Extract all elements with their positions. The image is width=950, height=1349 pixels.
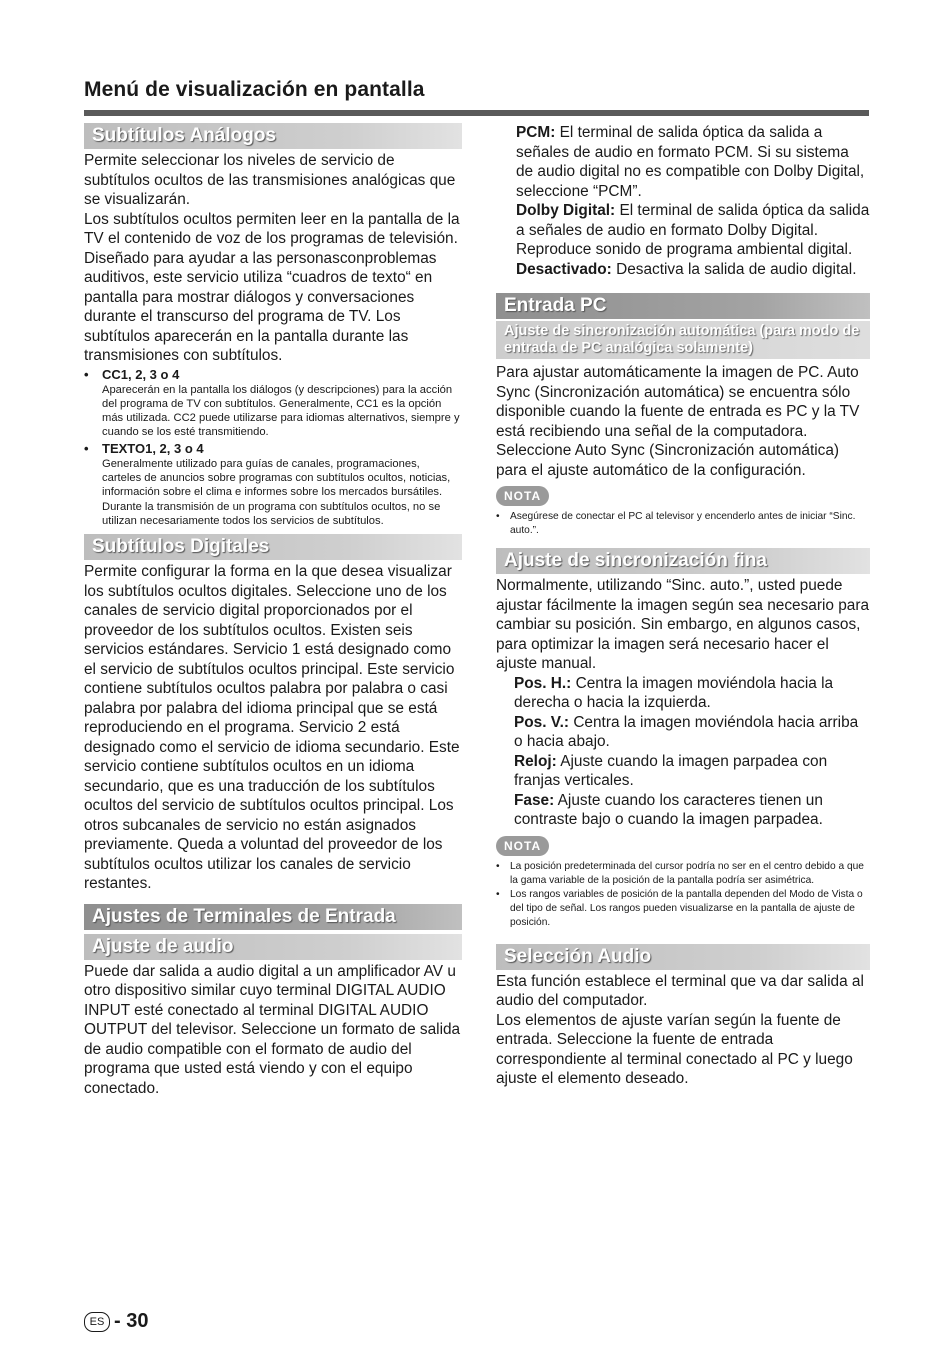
definition-term: Pos. V.: <box>514 713 570 731</box>
definition-term: Fase: <box>514 791 555 809</box>
paragraph: Normalmente, utilizando “Sinc. auto.”, usted puede ajustar fácilmente la imagen según sea necesario para cambiar su posición. Sin embargo, en algunos casos, para optimizar la imagen será necesario hacer el ajuste manual. <box>496 577 870 672</box>
definition-term: PCM: <box>516 124 556 141</box>
nota-badge: NOTA <box>496 836 549 856</box>
definition-text: Ajuste cuando los caracteres tienen un contraste bajo o cuando la imagen parpadea. <box>514 791 823 828</box>
paragraph: Los subtítulos ocultos permiten leer en la pantalla de la TV el contenido de voz de los programas de televisión. Diseñado para ayudar a las personasconproblemas auditivos, este servicio utiliza “cuadros de texto“ en pantalla para mostrar diálogos y conversaciones durante el transcurso del programa de TV. Los subtítulos aparecerán en la pantalla durante las transmisiones con subtítulos. <box>84 210 460 364</box>
paragraph: Permite seleccionar los niveles de servicio de subtítulos ocultos de las transmisiones analógicas que se visualizarán. <box>84 152 456 208</box>
paragraph: Puede dar salida a audio digital a un amplificador AV u otro dispositivo similar cuyo terminal DIGITAL AUDIO INPUT esté conectado al terminal DIGITAL AUDIO OUTPUT del televisor. Seleccione un formato de salida de audio compatible con el formato de audio del programa que usted está viendo y con el equipo conectado. <box>84 962 461 1097</box>
section-heading-ajustes-terminales: Ajustes de Terminales de Entrada <box>84 904 462 930</box>
page-title: Menú de visualización en pantalla <box>84 78 425 101</box>
definition-dolby <box>516 201 870 260</box>
definition-reloj <box>514 752 870 791</box>
language-badge-icon: ES <box>84 1312 110 1332</box>
definition-pos-v <box>514 713 870 752</box>
section-heading-ajuste-audio: Ajuste de audio <box>84 934 462 960</box>
definition-pos-h <box>514 674 870 713</box>
section-heading-subtitulos-digitales: Subtítulos Digitales <box>84 534 462 560</box>
definition-term: Reloj: <box>514 752 557 770</box>
bullet-title: • TEXTO1, 2, 3 o 4 <box>84 441 462 457</box>
page-number: - 30 <box>114 1310 149 1332</box>
bullet-description: Generalmente utilizado para guías de canales, programaciones, carteles de anuncios sobre programas con subtítulos ocultos, noticias, información sobre el clima e informes sobre los mercados bursátiles. Durante la transmisión de un programa con subtítulos ocultos, no se utilizan necesariamente todos los servicios de subtítulos. <box>102 457 451 527</box>
definition-text: Centra la imagen moviéndola hacia arriba o hacia abajo. <box>514 713 859 750</box>
bullet-title: • CC1, 2, 3 o 4 <box>84 367 462 383</box>
subsection-heading-auto-sync: Ajuste de sincronización automática (para modo de entrada de PC analógica solamente) <box>496 321 870 359</box>
definition-text: Desactiva la salida de audio digital. <box>616 260 857 278</box>
page-footer <box>84 1310 148 1333</box>
title-rule <box>84 110 869 116</box>
left-column <box>84 123 462 1098</box>
nota-badge: NOTA <box>496 486 549 506</box>
right-column <box>496 123 870 1089</box>
paragraph: Esta función establece el terminal que va dar salida al audio del computador. <box>496 972 864 1009</box>
definition-text: Centra la imagen moviéndola hacia la derecha o hacia la izquierda. <box>514 674 834 711</box>
note-item: • Los rangos variables de posición de la pantalla dependen del Modo de Vista o del tipo de señal. Los rangos pueden visualizarse en la pantalla de ajuste de posición. <box>496 888 870 930</box>
section-heading-entrada-pc: Entrada PC <box>496 293 870 319</box>
definition-desactivado <box>516 260 870 280</box>
paragraph: Los elementos de ajuste varían según la fuente de entrada. Seleccione la fuente de entrada correspondiente al terminal conectado al PC y luego ajuste el elemento deseado. <box>496 1011 853 1087</box>
bullet-description: Aparecerán en la pantalla los diálogos (y descripciones) para la acción del programa de TV con subtítulos. Generalmente, CC1 es la opción más utilizada. CC2 puede utilizarse para idiomas alternativos, siempre y cuando se los esté transmitiendo. <box>102 383 460 439</box>
paragraph: Para ajustar automáticamente la imagen de PC. Auto Sync (Sincronización automática) se encuentra sólo disponible cuando la fuente de entrada es PC y la TV está recibiendo una señal de la computadora. Seleccione Auto Sync (Sincronización automática) para el ajuste automático de la configuración. <box>496 364 860 479</box>
definition-text: Ajuste cuando la imagen parpadea con franjas verticales. <box>514 752 828 789</box>
definition-term: Desactivado: <box>516 260 612 278</box>
paragraph: Permite configurar la forma en la que desea visualizar los subtítulos ocultos digitales. Seleccione uno de los canales de servicio digital proporcionados por el proveedor de los subtítulos ocultos. Existen seis servicios estándares. Servicio 1 está designado como el servicio de subtítulos ocultos principal. Este servicio contiene subtítulos ocultos palabra por palabra o casi palabra por palabra del idioma principal que se está reproduciendo en el programa. Servicio 2 está designado como el servicio de idioma secundario. Este servicio contiene subtítulos ocultos en un idioma secundario, que es una traducción de los subtítulos ocultos del servicio de subtítulos ocultos principal. Los otros subcanales de servicio no están asignados previamente. Queda a voluntad del proveedor de los subtítulos ocultos utilizar los canales de servicio restantes. <box>84 563 460 893</box>
section-heading-sincronizacion-fina: Ajuste de sincronización fina <box>496 548 870 574</box>
section-heading-seleccion-audio: Selección Audio <box>496 944 870 970</box>
note-item: • Asegúrese de conectar el PC al televisor y encenderlo antes de iniciar “Sinc. auto.”. <box>496 510 870 538</box>
definition-text: El terminal de salida óptica da salida a señales de audio en formato PCM. Si su sistema de audio digital no es compatible con Dolby Digital, seleccione “PCM”. <box>516 124 865 200</box>
section-heading-subtitulos-analogos: Subtítulos Análogos <box>84 123 462 149</box>
definition-pcm <box>516 123 870 201</box>
note-item: • La posición predeterminada del cursor podría no ser en el centro debido a que la gama variable de la posición de la pantalla podría ser asimétrica. <box>496 860 870 888</box>
definition-text: El terminal de salida óptica da salida a señales de audio en formato Dolby Digital. Reproduce sonido de programa ambiental digital. <box>516 202 870 258</box>
definition-fase <box>514 791 870 830</box>
definition-term: Dolby Digital: <box>516 202 616 219</box>
definition-term: Pos. H.: <box>514 674 572 692</box>
